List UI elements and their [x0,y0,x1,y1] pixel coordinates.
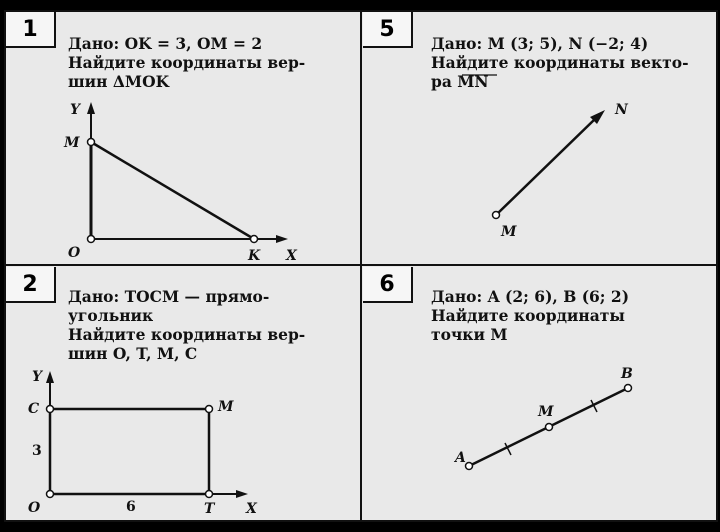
rectangle-tocm [50,409,209,494]
label-n: N [615,102,628,118]
given-line: Дано: M (3; 5), N (−2; 4) [431,34,649,53]
task-line: шин O, T, M, C [68,344,198,363]
problem-1 [4,10,361,265]
problem-number: 6 [363,267,413,303]
label-o: O [28,500,41,516]
point-m [206,406,213,413]
y-label: Y [70,102,80,118]
figure-vector [361,10,718,265]
label-m: M [64,135,80,151]
problem-6 [361,265,718,522]
problem-number: 1 [6,12,56,48]
worksheet [4,10,718,522]
point-m [493,212,500,219]
label-k: K [248,248,261,264]
x-label: X [286,248,297,264]
label-m: M [218,399,234,415]
given-line: Дано: TOCM — прямо- [68,287,270,306]
x-arrow-icon [236,490,248,498]
task-line: точки M [431,325,508,344]
task-line: Найдите координаты вер- [68,325,306,344]
vector-mn [496,119,595,215]
side-width: 6 [126,499,136,515]
given-line: Дано: A (2; 6), B (6; 2) [431,287,630,306]
point-o [47,491,54,498]
x-label: X [246,501,257,517]
problem-number: 5 [363,12,413,48]
point-m [546,424,553,431]
label-o: O [68,245,81,261]
figure-triangle [4,10,361,265]
point-a [466,463,473,470]
task-line: Найдите координаты вер- [68,53,306,72]
figure-rectangle [4,265,361,522]
label-m: M [538,404,554,420]
problem-5 [361,10,718,265]
task-line: Найдите координаты [431,306,625,325]
given-line: угольник [68,306,154,325]
label-c: C [28,401,40,417]
label-b: B [621,366,633,382]
point-o [88,236,95,243]
task-line: шин ΔMOK [68,72,170,91]
label-t: T [204,501,215,517]
label-a: A [455,450,466,466]
point-t [206,491,213,498]
point-b [625,385,632,392]
x-arrow-icon [276,235,288,243]
point-k [251,236,258,243]
y-label: Y [32,369,42,385]
y-arrow-icon [46,371,54,383]
problem-number: 2 [6,267,56,303]
task-line: ра MN [431,72,489,91]
task-line: Найдите координаты векто- [431,53,689,72]
label-m: M [501,224,517,240]
point-c [47,406,54,413]
problem-2 [4,265,361,522]
side-height: 3 [32,443,42,459]
point-m [88,139,95,146]
hypotenuse [91,142,254,239]
y-arrow-icon [87,102,95,114]
given-line: Дано: OK = 3, OM = 2 [68,34,263,53]
figure-segment [361,265,718,522]
